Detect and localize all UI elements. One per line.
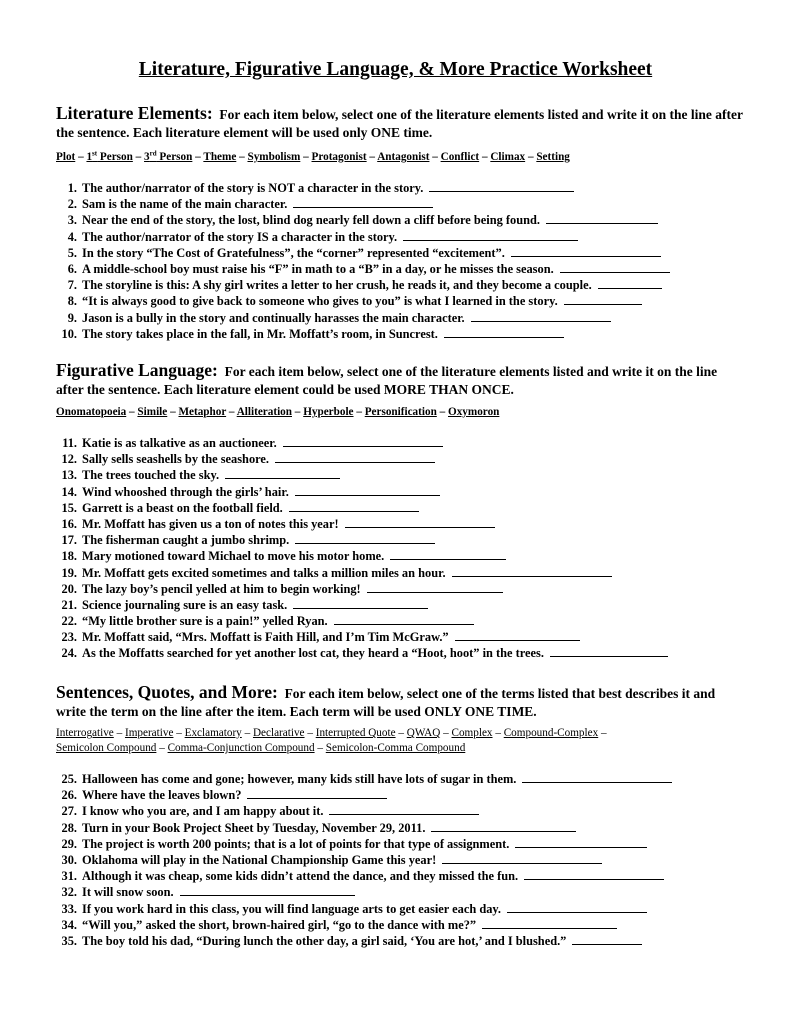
question-item xyxy=(56,229,756,245)
answer-blank[interactable] xyxy=(293,597,428,609)
answer-blank[interactable] xyxy=(390,548,506,560)
answer-blank[interactable] xyxy=(334,613,474,625)
answer-blank[interactable] xyxy=(295,532,435,544)
question-number: 3. xyxy=(67,213,77,228)
term: Onomatopoeia xyxy=(56,406,127,418)
question-number: 2. xyxy=(67,197,77,212)
question-item xyxy=(56,310,756,326)
question-number: 10. xyxy=(61,326,77,341)
question-item xyxy=(56,277,756,293)
section-figurative-heading xyxy=(56,361,746,399)
question-item xyxy=(56,500,756,516)
question-item xyxy=(56,901,756,917)
question-text: Jason is a bully in the story and continually harasses the main character. xyxy=(82,310,465,325)
term: Alliteration xyxy=(236,406,292,418)
question-item xyxy=(56,613,756,629)
question-text: A middle-school boy must raise his “F” in math to a “B” in a day, or he misses the season. xyxy=(82,261,554,276)
term: Interrupted Quote xyxy=(315,727,396,739)
question-text: Where have the leaves blown? xyxy=(82,788,242,803)
answer-blank[interactable] xyxy=(550,645,668,657)
answer-blank[interactable] xyxy=(431,820,576,832)
term: Oxymoron xyxy=(448,406,500,418)
term-list-figurative: Onomatopoeia – Simile – Metaphor – Alliteration – Hyperbole – Personification – Oxymoron xyxy=(56,406,500,418)
answer-blank[interactable] xyxy=(524,868,664,880)
answer-blank[interactable] xyxy=(452,565,612,577)
question-number: 23. xyxy=(61,630,77,645)
question-item xyxy=(56,803,756,819)
question-number: 28. xyxy=(61,820,77,835)
question-item xyxy=(56,868,756,884)
term: Protagonist xyxy=(311,151,367,163)
term: Conflict xyxy=(440,151,480,163)
question-number: 15. xyxy=(61,500,77,515)
question-number: 20. xyxy=(61,581,77,596)
term: 1st Person xyxy=(86,149,133,163)
answer-blank[interactable] xyxy=(429,180,574,192)
term: Exclamatory xyxy=(184,727,242,739)
question-text: The story takes place in the fall, in Mr. Moffatt’s room, in Suncrest. xyxy=(82,326,438,341)
question-item xyxy=(56,787,756,803)
question-text: Mr. Moffatt has given us a ton of notes this year! xyxy=(82,516,339,531)
term: Hyperbole xyxy=(303,406,354,418)
term: Plot xyxy=(56,151,76,163)
question-number: 11. xyxy=(62,436,77,450)
question-number: 1. xyxy=(67,181,77,195)
question-item xyxy=(56,820,756,836)
question-number: 19. xyxy=(61,565,77,580)
question-number: 29. xyxy=(61,836,77,851)
answer-blank[interactable] xyxy=(289,500,419,512)
question-number: 26. xyxy=(61,788,77,803)
answer-blank[interactable] xyxy=(283,435,443,447)
question-item xyxy=(56,451,756,467)
question-number: 12. xyxy=(61,452,77,467)
question-number: 30. xyxy=(61,852,77,867)
question-number: 21. xyxy=(61,597,77,612)
question-item xyxy=(56,645,756,661)
question-item xyxy=(56,836,756,852)
question-item xyxy=(56,532,756,548)
term: Comma-Conjunction Compound xyxy=(167,742,315,754)
question-number: 13. xyxy=(61,468,77,483)
question-number: 18. xyxy=(61,549,77,564)
question-number: 8. xyxy=(67,294,77,309)
question-text: Science journaling sure is an easy task. xyxy=(82,597,288,612)
question-text: Turn in your Book Project Sheet by Tuesday, November 29, 2011. xyxy=(82,820,426,835)
answer-blank[interactable] xyxy=(515,836,647,848)
question-text: Mary motioned toward Michael to move his motor home. xyxy=(82,549,385,564)
question-list-figurative xyxy=(56,435,756,662)
question-text: Sam is the name of the main character. xyxy=(82,197,288,212)
term: Complex xyxy=(451,727,493,739)
question-number: 31. xyxy=(61,869,77,884)
answer-blank[interactable] xyxy=(295,484,440,496)
question-item xyxy=(56,852,756,868)
term: Semicolon-Comma Compound xyxy=(325,742,466,754)
answer-blank[interactable] xyxy=(546,212,658,224)
answer-blank[interactable] xyxy=(507,901,647,913)
question-text: Mr. Moffatt said, “Mrs. Moffatt is Faith Hill, and I’m Tim McGraw.” xyxy=(82,630,449,645)
answer-blank[interactable] xyxy=(442,852,602,864)
question-text: If you work hard in this class, you will find language arts to get easier each day. xyxy=(82,901,502,916)
question-item xyxy=(56,548,756,564)
term: 3rd Person xyxy=(144,149,193,163)
question-item xyxy=(56,484,756,500)
answer-blank[interactable] xyxy=(598,277,662,289)
question-item xyxy=(56,933,756,949)
term: Simile xyxy=(137,406,168,418)
answer-blank[interactable] xyxy=(403,229,578,241)
answer-blank[interactable] xyxy=(247,787,387,799)
answer-blank[interactable] xyxy=(444,326,564,338)
question-number: 22. xyxy=(61,614,77,629)
question-item xyxy=(56,565,756,581)
question-number: 9. xyxy=(67,310,77,325)
term-list-sentences: Interrogative – Imperative – Exclamatory – Declarative – Interrupted Quote – QWAQ – Complex – Compound-Complex – Semicolon Compound – Comma-Conjunction Compound – Semicolon-Comma Compound xyxy=(56,727,607,754)
question-item xyxy=(56,261,756,277)
term: Antagonist xyxy=(377,151,430,163)
question-text: The author/narrator of the story is NOT a character in the story. xyxy=(82,181,424,195)
answer-blank[interactable] xyxy=(275,451,435,463)
answer-blank[interactable] xyxy=(560,261,670,273)
question-text: “Will you,” asked the short, brown-haired girl, “go to the dance with me?” xyxy=(82,917,477,932)
answer-blank[interactable] xyxy=(293,196,433,208)
question-text: Oklahoma will play in the National Championship Game this year! xyxy=(82,852,437,867)
question-text: As the Moffatts searched for yet another lost cat, they heard a “Hoot, hoot” in the trees. xyxy=(82,646,544,661)
term: Imperative xyxy=(124,727,174,739)
question-item xyxy=(56,516,756,532)
question-text: The boy told his dad, “During lunch the other day, a girl said, ‘You are hot,’ and I blushed.” xyxy=(82,933,567,948)
question-number: 33. xyxy=(61,901,77,916)
question-text: Katie is as talkative as an auctioneer. xyxy=(82,436,277,450)
question-item xyxy=(56,771,756,787)
term: Compound-Complex xyxy=(503,727,599,739)
question-item xyxy=(56,597,756,613)
term: Semicolon Compound xyxy=(56,742,157,754)
answer-blank[interactable] xyxy=(572,933,642,945)
answer-blank[interactable] xyxy=(345,516,495,528)
term: Interrogative xyxy=(56,727,114,739)
section-instructions: For each item below, select one of the literature elements listed and write it on the line after the sentence. Each literature element will be used only ONE time. xyxy=(56,107,743,140)
term: Metaphor xyxy=(178,406,227,418)
question-number: 16. xyxy=(61,516,77,531)
section-instructions: For each item below, select one of the terms listed that best describes it and write the term on the line after the item. Each term will be used ONLY ONE TIME. xyxy=(56,686,716,719)
question-item xyxy=(56,293,756,309)
question-item xyxy=(56,581,756,597)
question-text: The author/narrator of the story IS a character in the story. xyxy=(82,229,398,244)
worksheet-title: Literature, Figurative Language, & More Practice Worksheet xyxy=(138,59,653,80)
answer-blank[interactable] xyxy=(471,310,611,322)
question-number: 7. xyxy=(67,278,77,293)
term: Setting xyxy=(536,151,570,163)
question-number: 14. xyxy=(61,484,77,499)
question-item xyxy=(56,326,756,342)
answer-blank[interactable] xyxy=(482,917,617,929)
answer-blank[interactable] xyxy=(225,467,340,479)
answer-blank[interactable] xyxy=(180,884,355,896)
answer-blank[interactable] xyxy=(511,245,661,257)
question-text: The trees touched the sky. xyxy=(82,468,220,483)
question-item xyxy=(56,196,756,212)
question-number: 27. xyxy=(61,804,77,819)
question-number: 24. xyxy=(61,646,77,661)
term: Theme xyxy=(203,151,237,163)
question-number: 25. xyxy=(61,772,77,786)
section-title: Sentences, Quotes, and More: xyxy=(56,682,278,702)
term: Personification xyxy=(364,406,437,418)
question-number: 4. xyxy=(67,229,77,244)
question-text: I know who you are, and I am happy about it. xyxy=(82,804,324,819)
question-list-literature xyxy=(56,180,756,342)
question-item xyxy=(56,212,756,228)
question-number: 5. xyxy=(67,245,77,260)
question-text: The fisherman caught a jumbo shrimp. xyxy=(82,533,290,548)
section-sentences-heading xyxy=(56,683,746,721)
question-text: The storyline is this: A shy girl writes a letter to her crush, he reads it, and they become a couple. xyxy=(82,278,592,293)
question-text: Sally sells seashells by the seashore. xyxy=(82,452,270,467)
question-text: Mr. Moffatt gets excited sometimes and talks a million miles an hour. xyxy=(82,565,446,580)
answer-blank[interactable] xyxy=(329,803,479,815)
question-text: Wind whooshed through the girls’ hair. xyxy=(82,484,289,499)
question-item xyxy=(56,917,756,933)
question-text: The lazy boy’s pencil yelled at him to begin working! xyxy=(82,581,361,596)
term: Symbolism xyxy=(247,151,301,163)
question-number: 17. xyxy=(61,533,77,548)
section-title: Figurative Language: xyxy=(56,360,218,380)
answer-blank[interactable] xyxy=(455,629,580,641)
question-text: Near the end of the story, the lost, blind dog nearly fell down a cliff before being found. xyxy=(82,213,540,228)
question-text: The project is worth 200 points; that is a lot of points for that type of assignment. xyxy=(82,836,510,851)
question-number: 35. xyxy=(61,933,77,948)
term: Climax xyxy=(490,151,526,163)
question-text: “It is always good to give back to someone who gives to you” is what I learned in the story. xyxy=(82,294,558,309)
question-list-sentences xyxy=(56,771,756,949)
question-item xyxy=(56,180,756,196)
question-text: In the story “The Cost of Gratefulness”, the “corner” represented “excitement”. xyxy=(82,245,505,260)
question-item xyxy=(56,245,756,261)
question-item xyxy=(56,884,756,900)
term-list-literature: Plot – 1st Person – 3rd Person – Theme – Symbolism – Protagonist – Antagonist – Conflict – Climax – Setting xyxy=(56,149,570,163)
question-number: 34. xyxy=(61,917,77,932)
term: Declarative xyxy=(252,727,305,739)
term: QWAQ xyxy=(406,727,441,739)
answer-blank[interactable] xyxy=(522,771,672,783)
question-text: “My little brother sure is a pain!” yelled Ryan. xyxy=(82,614,328,629)
question-item xyxy=(56,435,756,451)
answer-blank[interactable] xyxy=(564,293,642,305)
question-text: Garrett is a beast on the football field. xyxy=(82,500,283,515)
section-title: Literature Elements: xyxy=(56,103,213,123)
question-item xyxy=(56,629,756,645)
section-literature-heading xyxy=(56,104,746,142)
question-number: 6. xyxy=(67,261,77,276)
section-instructions: For each item below, select one of the literature elements listed and write it on the line after the sentence. Each literature element could be used MORE THAN ONCE. xyxy=(56,364,718,397)
question-item xyxy=(56,467,756,483)
answer-blank[interactable] xyxy=(367,581,503,593)
question-text: Halloween has come and gone; however, many kids still have lots of sugar in them. xyxy=(82,772,517,786)
question-text: Although it was cheap, some kids didn’t attend the dance, and they missed the fun. xyxy=(82,869,519,884)
question-text: It will snow soon. xyxy=(82,885,174,900)
question-number: 32. xyxy=(61,885,77,900)
